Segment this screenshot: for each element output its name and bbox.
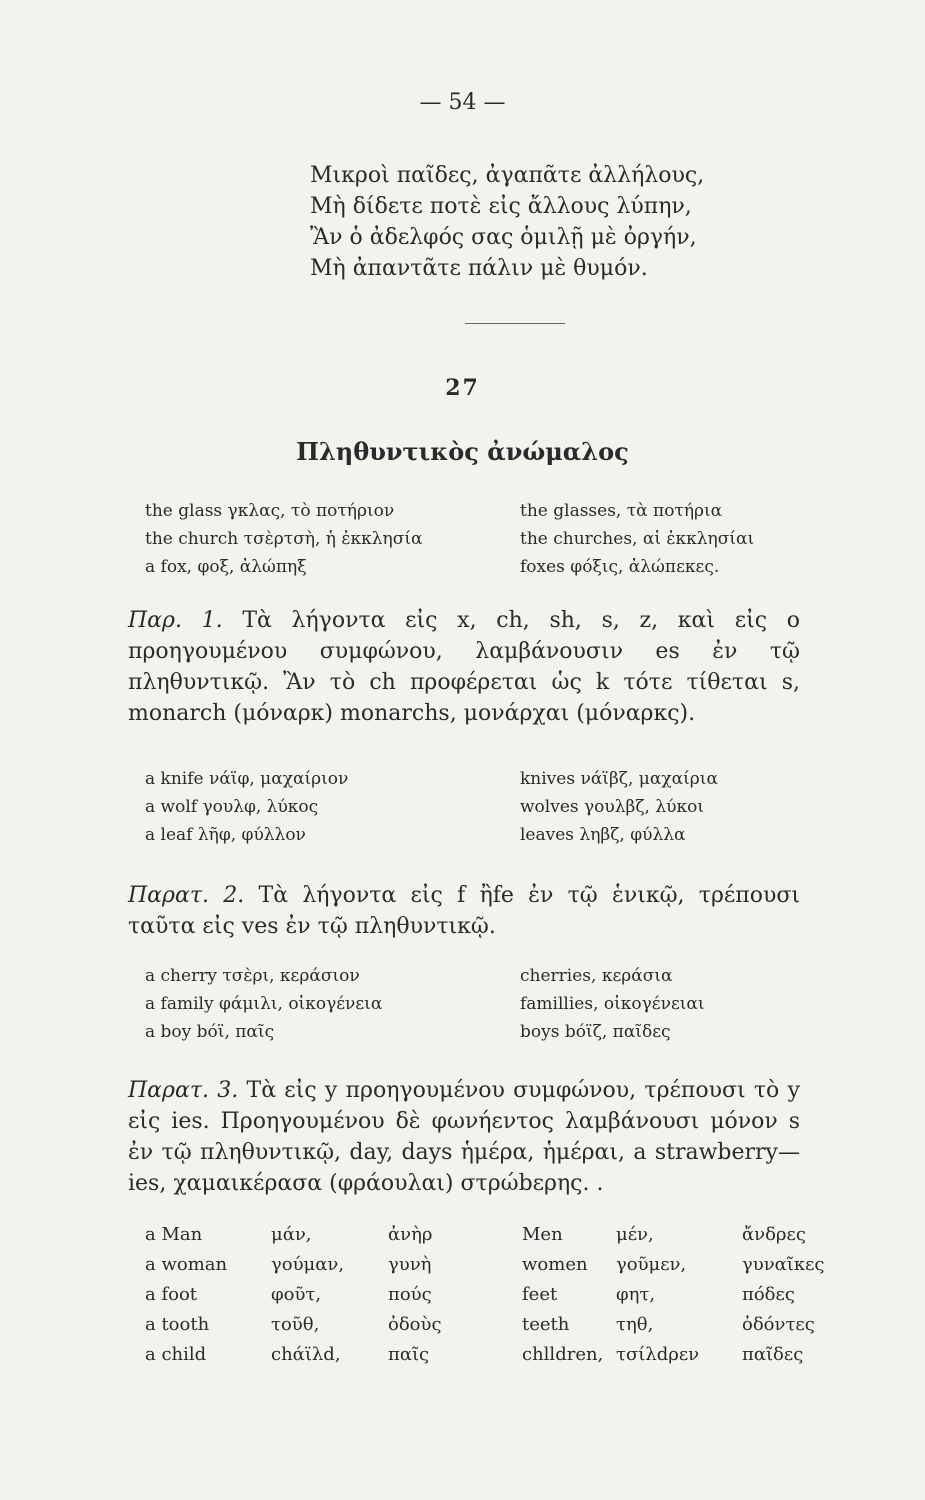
plural-form: wolves γουλβζ, λύκοι xyxy=(520,797,705,817)
rule-text: Τὰ λήγοντα εἰς f ἢfe ἐν τῷ ἑνικῷ, τρέπουσι ταῦτα εἰς ves ἐν τῷ πληθυντικῷ. xyxy=(128,883,800,939)
singular-form: a boy bόϊ, παῖς xyxy=(145,1022,275,1042)
singular-form: a family φάμιλι, οἰκογένεια xyxy=(145,994,383,1014)
example-row xyxy=(145,990,850,1018)
rule-text: Τὰ λήγοντα εἰς x, ch, sh, s, z, καὶ εἰς o προηγουμένου συμφώνου, λαμβάνουσιν es ἐν τῷ πληθυντικῷ. Ἂν τὸ ch προφέρεται ὡς k τότε τίθεται s, monarch (μόναρκ) monarchs, μονάρχαι (μόναρκς). xyxy=(128,608,800,726)
english-singular: a tooth xyxy=(145,1314,210,1335)
english-plural: teeth xyxy=(522,1314,570,1335)
singular-form: the church τσὲρτσὴ, ἡ ἐκκλησία xyxy=(145,529,423,549)
pronunciation-plural: φητ, xyxy=(616,1284,656,1305)
example-row xyxy=(145,497,850,525)
poem-line: Μὴ ἀπαντᾶτε πάλιν μὲ θυμόν. xyxy=(310,256,648,281)
plural-form: foxes φόξις, ἀλώπεκες. xyxy=(520,557,720,577)
poem-line: Μὴ δίδετε ποτὲ εἰς ἄλλους λύπην, xyxy=(310,194,692,219)
page-number: — 54 — xyxy=(419,90,506,115)
english-singular: a child xyxy=(145,1344,207,1365)
examples-table-1 xyxy=(145,497,850,581)
table-row xyxy=(145,1220,825,1250)
pronunciation-plural: τσίλdρεν xyxy=(616,1344,700,1365)
rule-label: Παρ. 1. xyxy=(128,608,223,633)
rule-label: Παρατ. 2. xyxy=(128,883,245,908)
pronunciation-plural: μέν, xyxy=(616,1224,654,1245)
plural-form: the glasses, τὰ ποτήρια xyxy=(520,501,723,521)
singular-form: a fox, φοξ, ἀλώπηξ xyxy=(145,557,307,577)
english-plural: feet xyxy=(522,1284,558,1305)
greek-plural: ὀδόντες xyxy=(742,1314,815,1335)
rule-text: Τὰ εἰς y προηγουμένου συμφώνου, τρέπουσι τὸ y εἰς ies. Προηγουμένου δὲ φωνήεντος λαμβάνουσι μόνον s ἐν τῷ πληθυντικῷ, day, days ἡμέρα, ἡμέραι, a strawberry—ies, χαμαικέρασα (φράουλαι) στρώbερης. . xyxy=(128,1078,800,1196)
pronunciation-singular: φοῦτ, xyxy=(271,1284,322,1305)
greek-plural: γυναῖκες xyxy=(742,1254,825,1275)
greek-singular: ὀδοὺς xyxy=(388,1314,442,1335)
singular-form: a wolf γουλφ, λύκος xyxy=(145,797,319,817)
plural-form: famillies, οἰκογένειαι xyxy=(520,994,705,1014)
table-row xyxy=(145,1280,825,1310)
greek-singular: παῖς xyxy=(388,1344,430,1365)
example-row xyxy=(145,525,850,553)
greek-singular: γυνὴ xyxy=(388,1254,432,1275)
english-plural: women xyxy=(522,1254,588,1275)
example-row xyxy=(145,962,850,990)
english-singular: a foot xyxy=(145,1284,198,1305)
singular-form: a cherry τσὲρι, κεράσιον xyxy=(145,966,360,986)
irregular-plurals-table xyxy=(145,1220,825,1370)
example-row xyxy=(145,793,850,821)
pronunciation-singular: γούμαν, xyxy=(271,1254,345,1275)
english-plural: Men xyxy=(522,1224,563,1245)
english-singular: a Man xyxy=(145,1224,203,1245)
table-row xyxy=(145,1250,825,1280)
section-divider xyxy=(465,323,565,324)
plural-form: cherries, κεράσια xyxy=(520,966,673,986)
example-row xyxy=(145,821,850,849)
lesson-number: 27 xyxy=(445,375,480,401)
pronunciation-plural: γοῦμεν, xyxy=(616,1254,687,1275)
plural-form: leaves ληβζ, φύλλα xyxy=(520,825,686,845)
singular-form: a knife νάϊφ, μαχαίριον xyxy=(145,769,349,789)
plural-form: boys bόϊζ, παῖδες xyxy=(520,1022,671,1042)
english-singular: a woman xyxy=(145,1254,228,1275)
table-row xyxy=(145,1340,825,1370)
example-row xyxy=(145,553,850,581)
pronunciation-singular: τοῦθ, xyxy=(271,1314,320,1335)
example-row xyxy=(145,1018,850,1046)
poem-line: Ἂν ὁ ἀδελφός σας ὁμιλῇ μὲ ὀργήν, xyxy=(310,225,697,250)
poem xyxy=(310,160,704,284)
singular-form: a leaf λῆφ, φύλλον xyxy=(145,825,306,845)
poem-line: Μικροὶ παῖδες, ἀγαπᾶτε ἀλλήλους, xyxy=(310,163,705,188)
greek-singular: πούς xyxy=(388,1284,432,1305)
pronunciation-plural: τηθ, xyxy=(616,1314,654,1335)
pronunciation-singular: μάν, xyxy=(271,1224,312,1245)
pronunciation-singular: chάϊλd, xyxy=(271,1344,341,1365)
rule-paragraph-2 xyxy=(128,880,800,942)
lesson-title: Πληθυντικὸς ἀνώμαλος xyxy=(296,437,629,466)
greek-plural: ἄνδρες xyxy=(742,1224,806,1245)
rule-paragraph-1 xyxy=(128,605,800,729)
plural-form: knives νάϊβζ, μαχαίρια xyxy=(520,769,718,789)
plural-form: the churches, αἱ ἐκκλησίαι xyxy=(520,529,755,549)
rule-paragraph-3 xyxy=(128,1075,800,1199)
singular-form: the glass γκλας, τὸ ποτήριον xyxy=(145,501,395,521)
greek-plural: πόδες xyxy=(742,1284,795,1305)
greek-plural: παῖδες xyxy=(742,1344,804,1365)
english-plural: chlldren, xyxy=(522,1344,604,1365)
table-row xyxy=(145,1310,825,1340)
example-row xyxy=(145,765,850,793)
rule-label: Παρατ. 3. xyxy=(128,1078,239,1103)
greek-singular: ἀνὴρ xyxy=(388,1224,433,1245)
examples-table-3 xyxy=(145,962,850,1046)
examples-table-2 xyxy=(145,765,850,849)
